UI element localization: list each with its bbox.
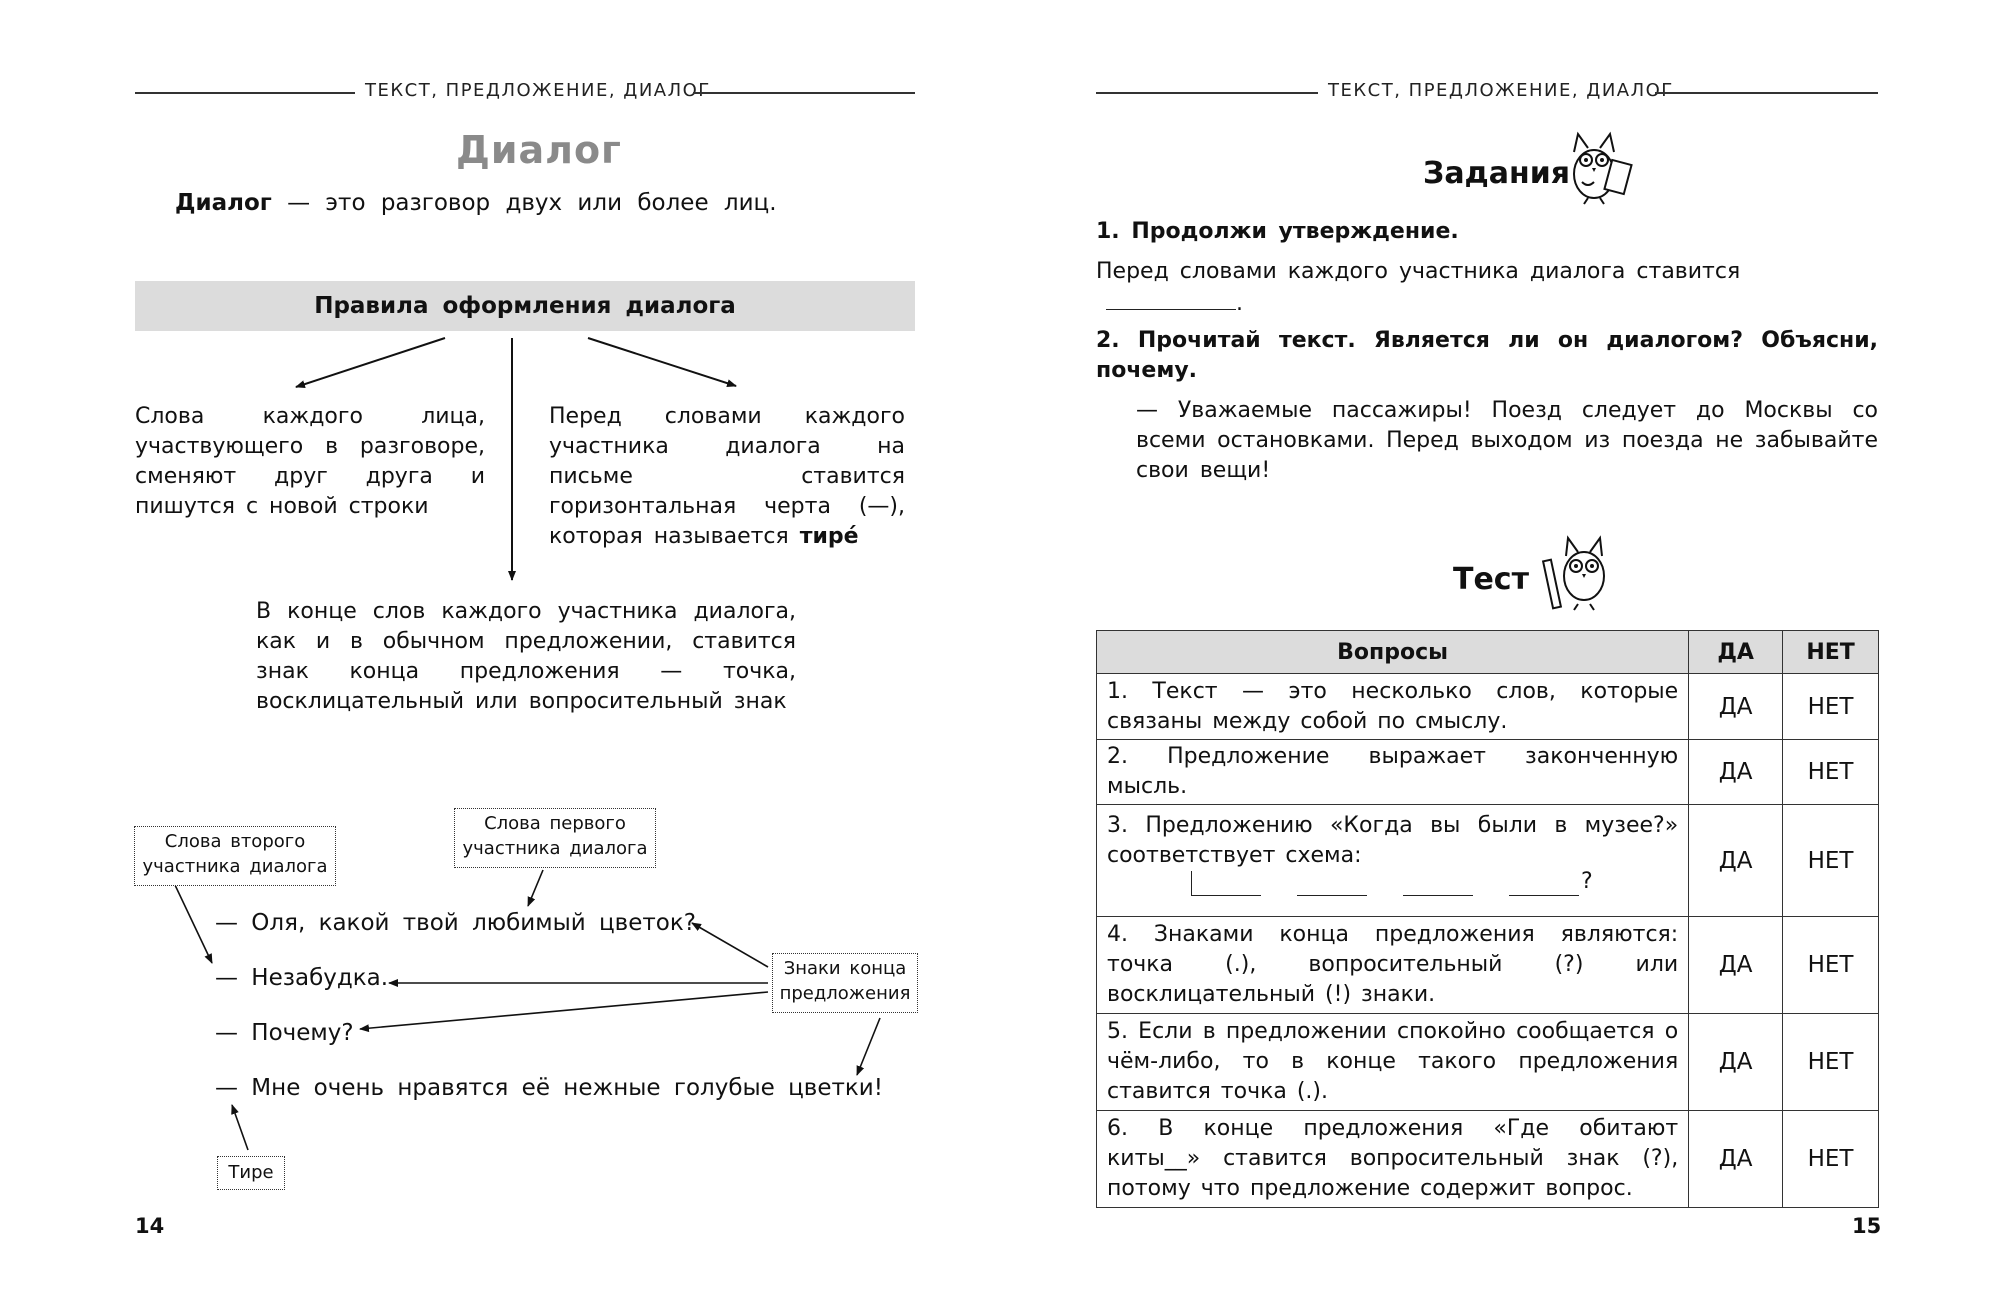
task1-period: .	[1236, 291, 1243, 316]
no-option[interactable]: НЕТ	[1783, 805, 1879, 917]
col-header-questions: Вопросы	[1097, 631, 1689, 674]
table-row	[1097, 674, 1879, 740]
tasks-title: Задания	[1423, 156, 1571, 191]
no-option[interactable]: НЕТ	[1783, 1014, 1879, 1111]
yes-option[interactable]: ДА	[1689, 917, 1783, 1014]
dialogue-line-3: — Почему?	[215, 1020, 354, 1046]
question-cell	[1097, 805, 1689, 917]
owl-icon	[1552, 122, 1638, 208]
arrow-end-to-line3	[360, 992, 768, 1029]
scheme-word-4	[1509, 875, 1579, 896]
arrow-to-left-rule	[296, 338, 445, 387]
yes-option[interactable]: ДА	[1689, 805, 1783, 917]
rule-bottom: В конце слов каждого участника диалога, как и в обычном предложении, ставится знак конца предложения — точка, восклицательный или вопросительный знак	[256, 599, 796, 714]
question-cell: 1. Текст — это несколько слов, которые связаны между собой по смыслу.	[1097, 674, 1689, 740]
test-table	[1096, 630, 1879, 1208]
yes-option[interactable]: ДА	[1689, 1111, 1783, 1208]
arrow-end-to-line4	[857, 1018, 880, 1075]
label-dash: Тире	[217, 1156, 285, 1190]
no-option[interactable]: НЕТ	[1783, 1111, 1879, 1208]
header-rule-right	[1655, 92, 1878, 94]
definition-text: — это разговор двух или более лиц.	[287, 190, 777, 216]
test-title: Тест	[1453, 562, 1529, 597]
yes-option[interactable]: ДА	[1689, 740, 1783, 805]
no-option[interactable]: НЕТ	[1783, 917, 1879, 1014]
question-text: 3. Предложению «Когда вы были в музее?» соответствует схема:	[1107, 813, 1679, 868]
dialogue-line-2: — Незабудка.	[215, 965, 389, 991]
rules-title: Правила оформления диалога	[135, 281, 915, 331]
scheme-word-2	[1297, 875, 1367, 896]
question-cell: 5. Если в предложении спокойно сообщается о чём-либо, то в конце такого предложения ставится точка (.).	[1097, 1014, 1689, 1111]
owl-with-pencil-icon	[1538, 530, 1620, 614]
table-header-row	[1097, 631, 1879, 674]
question-cell: 6. В конце предложения «Где обитают киты__» ставится вопросительный знак (?), потому что предложение содержит вопрос.	[1097, 1111, 1689, 1208]
arrow-to-right-rule	[588, 338, 736, 386]
task1-answer-blank[interactable]	[1106, 287, 1236, 310]
no-option[interactable]: НЕТ	[1783, 740, 1879, 805]
table-row	[1097, 740, 1879, 805]
table-row	[1097, 917, 1879, 1014]
label-second-participant: Слова второго участника диалога	[134, 826, 336, 886]
col-header-yes: ДА	[1689, 631, 1783, 674]
scheme-word-1	[1191, 875, 1261, 896]
dialogue-line-1: — Оля, какой твой любимый цветок?	[215, 910, 696, 936]
left-header: ТЕКСТ, ПРЕДЛОЖЕНИЕ, ДИАЛОГ	[365, 80, 711, 101]
table-row	[1097, 1014, 1879, 1111]
rule-right-text: Перед словами каждого участника диалога на письме ставится горизонтальная черта (—), которая называется	[549, 404, 905, 549]
rule-right-term: тире́	[799, 524, 859, 549]
scheme-end-mark: ?	[1581, 869, 1593, 894]
rule-right	[549, 402, 905, 552]
task1-title: 1. Продолжи утверждение.	[1096, 219, 1459, 244]
scheme-word-3	[1403, 875, 1473, 896]
rule-left: Слова каждого лица, участвующего в разговоре, сменяют друг друга и пишутся с новой строки	[135, 404, 485, 519]
task2-text: — Уважаемые пассажиры! Поезд следует до Москвы со всеми остановками. Перед выходом из поезда не забывайте свои вещи!	[1136, 398, 1878, 483]
col-header-no: НЕТ	[1783, 631, 1879, 674]
page-number-right: 15	[1852, 1214, 1882, 1238]
yes-option[interactable]: ДА	[1689, 1014, 1783, 1111]
task1-text	[1096, 257, 1878, 319]
definition-term: Диалог	[175, 190, 272, 216]
task1-statement: Перед словами каждого участника диалога ставится	[1096, 259, 1741, 284]
arrow-second-to-line2	[175, 885, 212, 963]
table-row	[1097, 805, 1879, 917]
label-first-participant: Слова первого участника диалога	[454, 808, 656, 868]
arrow-first-to-line1	[528, 870, 543, 906]
no-option[interactable]: НЕТ	[1783, 674, 1879, 740]
arrow-end-to-line1	[692, 923, 768, 967]
label-end-marks: Знаки конца предложения	[772, 953, 918, 1013]
yes-option[interactable]: ДА	[1689, 674, 1783, 740]
page-number-left: 14	[135, 1214, 165, 1238]
page-title: Диалог	[456, 128, 622, 172]
arrow-dash-label	[232, 1105, 248, 1150]
table-row	[1097, 1111, 1879, 1208]
question-cell: 2. Предложение выражает законченную мысль.	[1097, 740, 1689, 805]
sentence-scheme	[1107, 871, 1678, 905]
header-rule-left	[1096, 92, 1318, 94]
right-header: ТЕКСТ, ПРЕДЛОЖЕНИЕ, ДИАЛОГ	[1328, 80, 1674, 101]
task2-title: 2. Прочитай текст. Является ли он диалогом? Объясни, почему.	[1096, 328, 1878, 383]
dialogue-line-4: — Мне очень нравятся её нежные голубые цветки!	[215, 1075, 883, 1101]
question-cell: 4. Знаками конца предложения являются: точка (.), вопросительный (?) или восклицательный (!) знаки.	[1097, 917, 1689, 1014]
